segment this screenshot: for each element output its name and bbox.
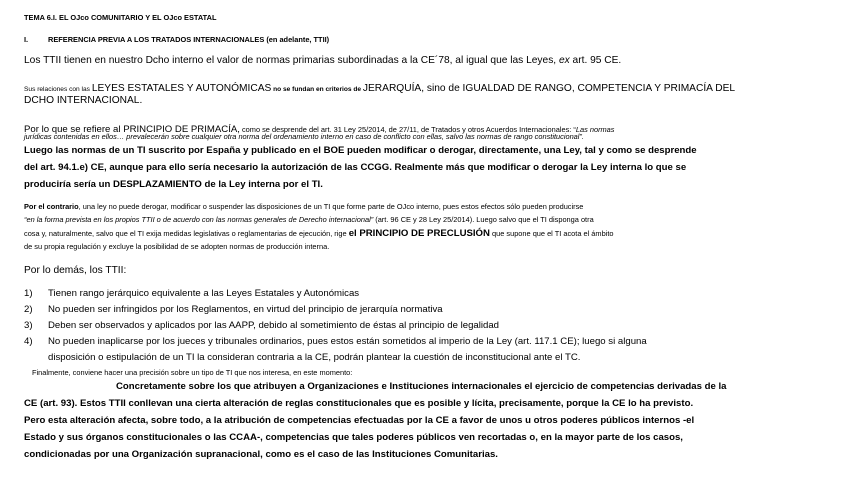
p4-por-el-contrario: Por el contrario [24, 202, 79, 211]
p3-text-b: como se desprende del art. 31 Ley 25/2014, de 27/11, de Tratados y otros Acuerdos Internacionales: “ [239, 125, 576, 134]
p4-text-l3a: cosa y, naturalmente, salvo que el TI exija medidas legislativas o reglamentarias de ejecución, rige [24, 229, 349, 238]
paragraph-contrario-line2 [24, 216, 594, 223]
p2-leyes-estatales: LEYES ESTATALES Y AUTONÓMICAS [91, 83, 272, 94]
list-item-number: 2) [24, 304, 33, 315]
paragraph-concretamente-line3: Pero esta alteración afecta, sobre todo, a la atribución de competencias efectuadas por la CE a favor de unos u otros poderes públicos internos -el [24, 415, 695, 426]
section-title: REFERENCIA PREVIA A LOS TRATADOS INTERNACIONALES [48, 35, 265, 44]
paragraph-contrario-line4: de su propia regulación y excluye la posibilidad de se adopten normas de producción interna. [24, 242, 330, 251]
p4-principio-preclusion: el PRINCIPIO DE PRECLUSIÓN [348, 228, 490, 239]
list-item [24, 337, 647, 347]
section-number: I. [24, 35, 29, 44]
list-item-number: 4) [24, 336, 33, 347]
list-item-continuation: disposición o estipulación de un TI la consideran contraria a la CE, podrán plantear la cuestión de inconstitucional ante el TC. [48, 352, 581, 363]
list-item-number: 1) [24, 288, 33, 299]
p1-text-a: Los TTII tienen en nuestro Dcho interno el valor de normas primarias subordinadas a la CE´78, al igual que las Leyes, [24, 55, 559, 66]
p4-text-b: , una ley no puede derogar, modificar o suspender las disposiciones de un TI que forme parte de OJco interno, pues estos efectos sólo pueden producirse [78, 202, 584, 211]
section-suffix: (en adelante, TTII) [266, 35, 330, 44]
paragraph-primacia-line2: jurídicas contenidas en ellos… prevalecerán sobre cualquier otra norma del ordenamiento interno en caso de conflicto con ellas, salvo las normas de rango constitucional”. [24, 132, 584, 141]
paragraph-concretamente-line1: Concretamente sobre los que atribuyen a Organizaciones e Instituciones internacionales el ejercicio de competencias derivadas de la [116, 381, 727, 392]
list-item-text: Tienen rango jerárquico equivalente a las Leyes Estatales y Autonómicas [48, 288, 360, 299]
p2-text-c: no se fundan en criterios de [271, 86, 363, 93]
paragraph-contrario-line3 [24, 229, 614, 239]
paragraph-primacia-line3: Luego las normas de un TI suscrito por España y publicado en el BOE pueden modificar o derogar, directamente, una Ley, tal y como se desprende [24, 145, 697, 156]
list-item-text: No pueden ser infringidos por los Reglamentos, en virtud del principio de jerarquía normativa [48, 304, 443, 315]
paragraph-concretamente-line2: CE (art. 93). Estos TTII conllevan una cierta alteración de reglas constitucionales que es posible y lícita, precisamente, porque la CE lo ha previsto. [24, 398, 694, 409]
p3-principio-primacia: Por lo que se refiere al PRINCIPIO DE PRIMACÍA, [24, 124, 240, 135]
list-item [24, 289, 359, 299]
list-item-text: Deben ser observados y aplicados por las AAPP, debido al sometimiento de éstas al principio de legalidad [48, 320, 500, 331]
p3-text-c: Las normas [575, 125, 615, 134]
p1-text-ex: ex [558, 55, 570, 66]
list-item [24, 321, 499, 331]
p2-text-a: Sus relaciones con las [24, 86, 92, 93]
paragraph-finalmente: Finalmente, conviene hacer una precisión sobre un tipo de TI que nos interesa, en este momento: [32, 368, 353, 377]
section-heading [24, 36, 329, 43]
paragraph-contrario-line1 [24, 203, 583, 210]
paragraph-relations-line1 [24, 79, 735, 95]
paragraph-relations-line2: DCHO INTERNACIONAL. [24, 95, 143, 106]
paragraph-concretamente-line4: Estado y sus órganos constitucionales o las CCAA-, competencias que tales poderes públicos ven recortadas o, en la mayor parte de los casos, [24, 432, 683, 443]
list-item-text: No pueden inaplicarse por los jueces y tribunales ordinarios, pues estos están sometidos al imperio de la Ley (art. 117.1 CE); luego si alguna [48, 336, 647, 347]
p4-text-l2b: (art. 96 CE y 28 Ley 25/2014). Luego salvo que el TI disponga otra [373, 215, 594, 224]
paragraph-primacia-line5: produciría sería un DESPLAZAMIENTO de la Ley interna por el TI. [24, 179, 323, 190]
p4-quote: “en la forma prevista en los propios TTII o de acuerdo con las normas generales de Derecho internacional” [24, 215, 374, 224]
p4-text-l3c: que supone que el TI acota el ámbito [489, 229, 614, 238]
paragraph-primacia-line4: del art. 94.1.e) CE, aunque para ello sería necesario la autorización de las CCGG. Realmente más que modificar o derogar la Ley interna lo que se [24, 162, 687, 173]
list-item-number: 3) [24, 320, 33, 331]
document-title: TEMA 6.I. EL OJco COMUNITARIO Y EL OJco ESTATAL [24, 13, 217, 22]
paragraph-ttii-value [24, 56, 621, 66]
paragraph-concretamente-line5: condicionadas por una Organización supranacional, como es el caso de las Instituciones Comunitarias. [24, 449, 498, 460]
p1-text-c: art. 95 CE. [569, 55, 622, 66]
paragraph-por-lo-demas: Por lo demás, los TTII: [24, 265, 127, 276]
list-item [24, 305, 443, 315]
p2-text-e: , sino de IGUALDAD DE RANGO, COMPETENCIA Y PRIMACÍA DEL [421, 83, 736, 94]
p2-jerarquia: JERARQUÍA [362, 83, 422, 94]
